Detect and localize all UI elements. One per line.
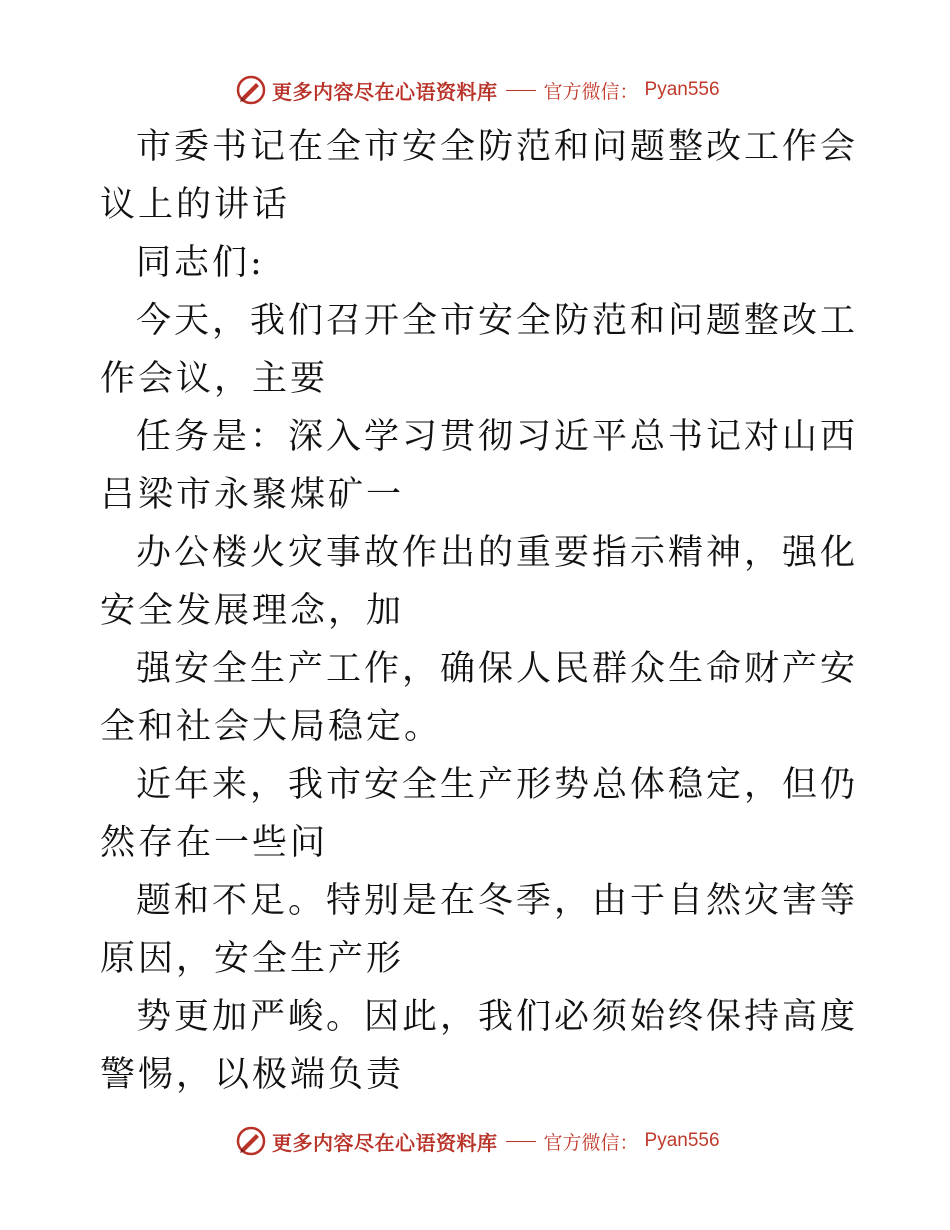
paragraph: 强安全生产工作，确保人民群众生命财产安全和社会大局稳定。 <box>100 649 859 747</box>
banner-divider <box>506 1141 536 1142</box>
banner-wechat-id: Pyan556 <box>644 79 720 100</box>
banner-divider <box>506 90 536 91</box>
paragraph: 办公楼火灾事故作出的重要指示精神，强化安全发展理念，加 <box>100 533 859 631</box>
pen-logo-icon <box>236 1126 266 1156</box>
pen-logo-icon <box>236 75 266 105</box>
paragraph: 题和不足。特别是在冬季，由于自然灾害等原因，安全生产形 <box>100 881 859 979</box>
footer-banner <box>236 1124 720 1158</box>
document-title: 市委书记在全市安全防范和问题整改工作会议上的讲话 <box>100 127 859 225</box>
document-body <box>100 118 860 1104</box>
banner-title: 更多内容尽在心语资料库 <box>272 79 498 104</box>
salutation: 同志们: <box>136 243 265 283</box>
banner-wechat-id: Pyan556 <box>644 1130 720 1151</box>
paragraph: 任务是：深入学习贯彻习近平总书记对山西吕梁市永聚煤矿一 <box>100 417 859 515</box>
banner-title: 更多内容尽在心语资料库 <box>272 1130 498 1155</box>
banner-wechat-label: 官方微信： <box>543 80 639 103</box>
header-banner <box>236 73 720 107</box>
paragraph: 势更加严峻。因此，我们必须始终保持高度警惕，以极端负责 <box>100 997 859 1095</box>
paragraph: 近年来，我市安全生产形势总体稳定，但仍然存在一些问 <box>100 765 859 863</box>
paragraph: 今天，我们召开全市安全防范和问题整改工作会议，主要 <box>100 301 859 399</box>
banner-wechat-label: 官方微信： <box>543 1131 639 1154</box>
